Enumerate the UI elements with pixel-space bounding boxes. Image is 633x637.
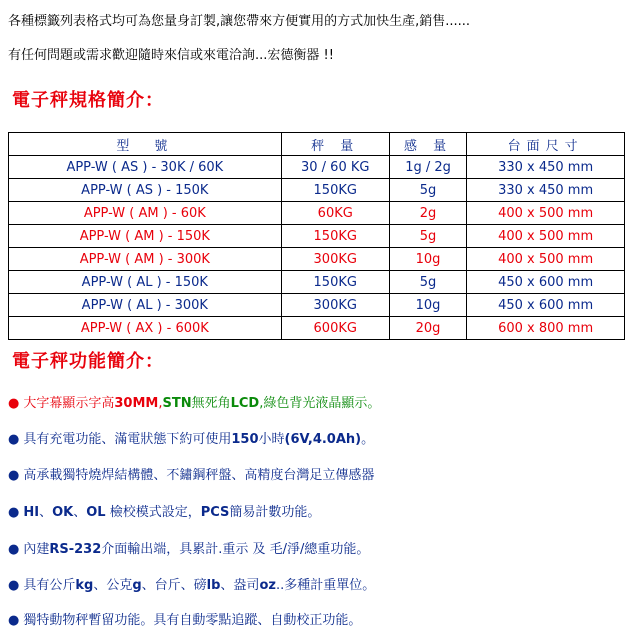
cell-model: APP-W ( AX ) - 600K	[9, 317, 282, 340]
cell-division: 2g	[389, 202, 466, 225]
spec-table	[8, 132, 625, 340]
cell-model: APP-W ( AM ) - 150K	[9, 225, 282, 248]
intro-line-1: 各種標籤列表格式均可為您量身訂製,讓您帶來方便實用的方式加快生產,銷售......	[8, 14, 471, 29]
cell-platform: 330 x 450 mm	[467, 179, 625, 202]
cell-division: 5g	[389, 225, 466, 248]
cell-model: APP-W ( AL ) - 300K	[9, 294, 282, 317]
table-row	[9, 225, 625, 248]
cell-platform: 330 x 450 mm	[467, 156, 625, 179]
cell-platform: 450 x 600 mm	[467, 294, 625, 317]
cell-model: APP-W ( AS ) - 150K	[9, 179, 282, 202]
cell-model: APP-W ( AM ) - 60K	[9, 202, 282, 225]
cell-model: APP-W ( AL ) - 150K	[9, 271, 282, 294]
cell-platform: 450 x 600 mm	[467, 271, 625, 294]
cell-division: 5g	[389, 179, 466, 202]
feature-item-charging: ● 具有充電功能、滿電狀態下約可使用150小時(6V,4.0Ah)。	[8, 432, 375, 447]
bullet-icon: ●	[8, 432, 20, 447]
table-row	[9, 156, 625, 179]
bullet-icon: ●	[8, 613, 20, 628]
table-row	[9, 202, 625, 225]
cell-division: 1g / 2g	[389, 156, 466, 179]
bullet-icon: ●	[8, 468, 20, 483]
cell-capacity: 150KG	[281, 179, 389, 202]
cell-capacity: 150KG	[281, 225, 389, 248]
cell-capacity: 30 / 60 KG	[281, 156, 389, 179]
table-row	[9, 271, 625, 294]
feature-item-interface: ● 內建RS-232介面輸出端，具累計.重示 及 毛/淨/總重功能。	[8, 542, 370, 557]
header-platform: 台面尺寸	[467, 133, 625, 156]
header-division: 感 量	[389, 133, 466, 156]
cell-division: 10g	[389, 248, 466, 271]
spec-table-header	[9, 133, 625, 156]
cell-capacity: 60KG	[281, 202, 389, 225]
cell-division: 5g	[389, 271, 466, 294]
spec-section-title: 電子秤規格簡介：	[12, 90, 164, 111]
cell-capacity: 600KG	[281, 317, 389, 340]
cell-division: 20g	[389, 317, 466, 340]
table-row	[9, 294, 625, 317]
cell-capacity: 300KG	[281, 294, 389, 317]
header-capacity: 秤 量	[281, 133, 389, 156]
feature-item-display: ● 大字幕顯示字高30MM,STN無死角LCD,綠色背光液晶顯示。	[8, 396, 381, 411]
cell-division: 10g	[389, 294, 466, 317]
cell-platform: 600 x 800 mm	[467, 317, 625, 340]
feature-section-title: 電子秤功能簡介：	[12, 351, 164, 372]
bullet-icon: ●	[8, 542, 20, 557]
intro-line-2: 有任何問題或需求歡迎隨時來信或來電洽詢...宏德衡器 !!	[8, 48, 334, 63]
cell-platform: 400 x 500 mm	[467, 202, 625, 225]
cell-capacity: 300KG	[281, 248, 389, 271]
cell-platform: 400 x 500 mm	[467, 248, 625, 271]
table-row	[9, 179, 625, 202]
cell-model: APP-W ( AM ) - 300K	[9, 248, 282, 271]
table-row	[9, 248, 625, 271]
bullet-icon: ●	[8, 578, 20, 593]
feature-item-structure: ● 高承載獨特燒焊結構體、不鏽鋼秤盤、高精度台灣足立傳感器	[8, 468, 375, 483]
feature-item-animal-hold: ● 獨特動物秤暫留功能。具有自動零點追蹤、自動校正功能。	[8, 613, 362, 628]
cell-capacity: 150KG	[281, 271, 389, 294]
bullet-icon: ●	[8, 505, 20, 520]
bullet-icon: ●	[8, 396, 20, 411]
table-row	[9, 317, 625, 340]
cell-platform: 400 x 500 mm	[467, 225, 625, 248]
feature-item-check-mode: ● HI、OK、OL 檢校模式設定，PCS簡易計數功能。	[8, 505, 321, 520]
header-model: 型 號	[9, 133, 282, 156]
feature-item-units: ● 具有公斤kg、公克g、台斤、磅lb、盎司oz..多種計重單位。	[8, 578, 376, 593]
cell-model: APP-W ( AS ) - 30K / 60K	[9, 156, 282, 179]
